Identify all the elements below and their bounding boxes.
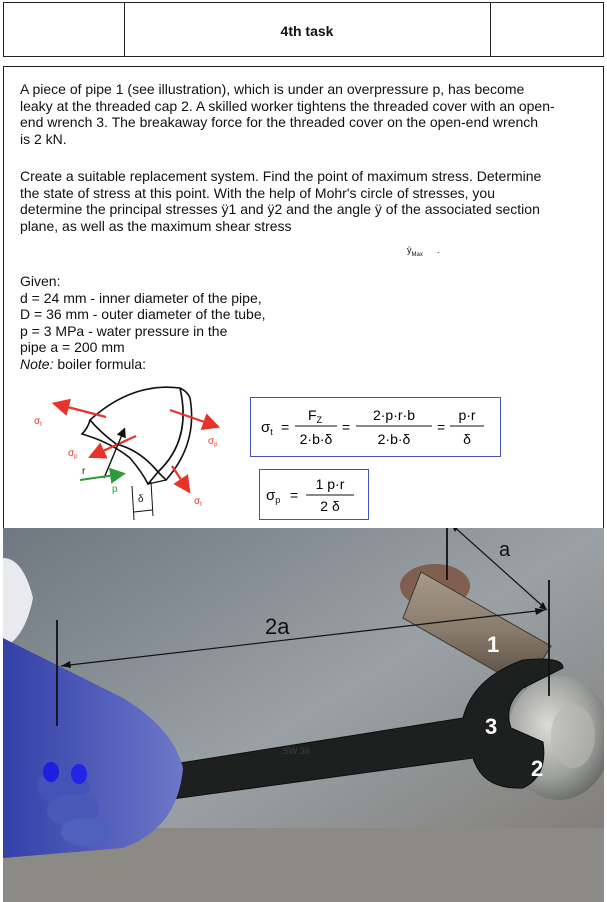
given-line: d = 24 mm - inner diameter of the pipe, <box>20 289 262 306</box>
note-text: boiler formula: <box>53 355 147 372</box>
header-table <box>3 2 604 57</box>
formula-sigma-p <box>260 470 367 518</box>
f1-frac2-num: 2·p·r·b <box>372 407 416 423</box>
wrench-photo-illustration <box>3 528 604 902</box>
formula-sigma-t <box>251 398 499 455</box>
f1-frac1-num: $F_Z$ <box>307 407 323 425</box>
given-line: D = 36 mm - outer diameter of the tube, <box>20 306 266 322</box>
wrench-marking: SW 36 <box>283 746 311 756</box>
text-line: leaky at the threaded cap 2. A skilled worker tightens the threaded cover with an open- <box>20 97 555 114</box>
f2-num: 1 p·r <box>315 476 345 492</box>
label-sigma-t-left: $\sigma_t$ <box>34 416 42 428</box>
f1-frac1-den: 2·b·δ <box>299 431 333 447</box>
formula-box-sigma-p <box>259 469 369 520</box>
thickness-dim <box>134 510 152 512</box>
text-line: A piece of pipe 1 (see illustration), which is under an overpressure p, has become <box>20 81 525 97</box>
label-sigma-p-right: $\sigma_p$ <box>208 436 218 448</box>
sigma-t-arrow-left <box>56 404 106 417</box>
given-line: pipe a = 200 mm <box>20 339 125 355</box>
finger-3 <box>61 818 109 846</box>
fingernail-2 <box>71 764 87 784</box>
label-3: 3 <box>485 714 498 739</box>
task-paragraph-2 <box>20 168 595 234</box>
fingernail-1 <box>43 762 59 782</box>
f1-frac3-num: p·r <box>458 407 476 423</box>
task-paragraph-1 <box>20 81 595 147</box>
tau-max-symbol <box>407 245 439 258</box>
text-line: the state of stress at this point. With the help of Mohr's circle of stresses, you <box>20 184 495 201</box>
label-sigma-t-bottom: $\sigma_t$ <box>194 496 202 508</box>
given-heading: Given: <box>20 273 61 289</box>
note-line <box>20 356 266 373</box>
f1-frac2-den: 2·b·δ <box>377 431 411 447</box>
f1-sigma: $\sigma_t$ <box>261 419 273 437</box>
given-section <box>20 273 266 372</box>
cap-highlight <box>551 704 595 768</box>
f1-frac3-den: δ <box>463 431 471 447</box>
f2-sigma: $\sigma_p$ <box>266 487 281 505</box>
wrench-photo <box>3 528 604 902</box>
text-line: plane, as well as the maximum shear stress <box>20 217 292 234</box>
pipe-element-diagram <box>20 380 250 525</box>
label-1: 1 <box>487 632 500 657</box>
label-a: a <box>499 539 511 561</box>
thickness-ext-right <box>151 482 153 516</box>
note-label: Note: <box>20 355 54 372</box>
label-sigma-p-left: $\sigma_p$ <box>68 448 78 460</box>
text-line: determine the principal stresses ÿ1 and ÿ2 and the angle ÿ of the associated section <box>20 201 540 217</box>
f1-eq3: = <box>437 419 446 435</box>
tau-dot: . <box>436 245 440 255</box>
f2-den: 2 δ <box>320 498 340 514</box>
label-delta: δ <box>138 494 144 505</box>
label-2: 2 <box>531 756 544 781</box>
formula-box-sigma-t <box>250 397 501 457</box>
task-title: 4th task <box>280 23 334 39</box>
f1-eq1: = <box>281 419 290 435</box>
header-divider-right <box>490 3 491 56</box>
given-line: p = 3 MPa - water pressure in the <box>20 322 228 339</box>
text-line: Create a suitable replacement system. Find the point of maximum stress. Determine <box>20 168 542 184</box>
text-line: is 2 kN. <box>20 130 67 147</box>
tau-subscript: Max <box>411 251 423 258</box>
f2-eq: = <box>290 487 299 503</box>
label-r: r <box>82 466 86 477</box>
f1-eq2: = <box>342 419 351 435</box>
pressure-arrow <box>80 474 122 480</box>
tau-symbol: ÿ <box>407 245 412 255</box>
thickness-ext-left <box>132 486 134 520</box>
sigma-t-arrow-bottom <box>172 466 188 490</box>
text-line: end wrench 3. The breakaway force for the threaded cover on the open-end wrench <box>20 114 539 130</box>
label-2a: 2a <box>265 614 290 639</box>
label-p: p <box>112 484 118 495</box>
